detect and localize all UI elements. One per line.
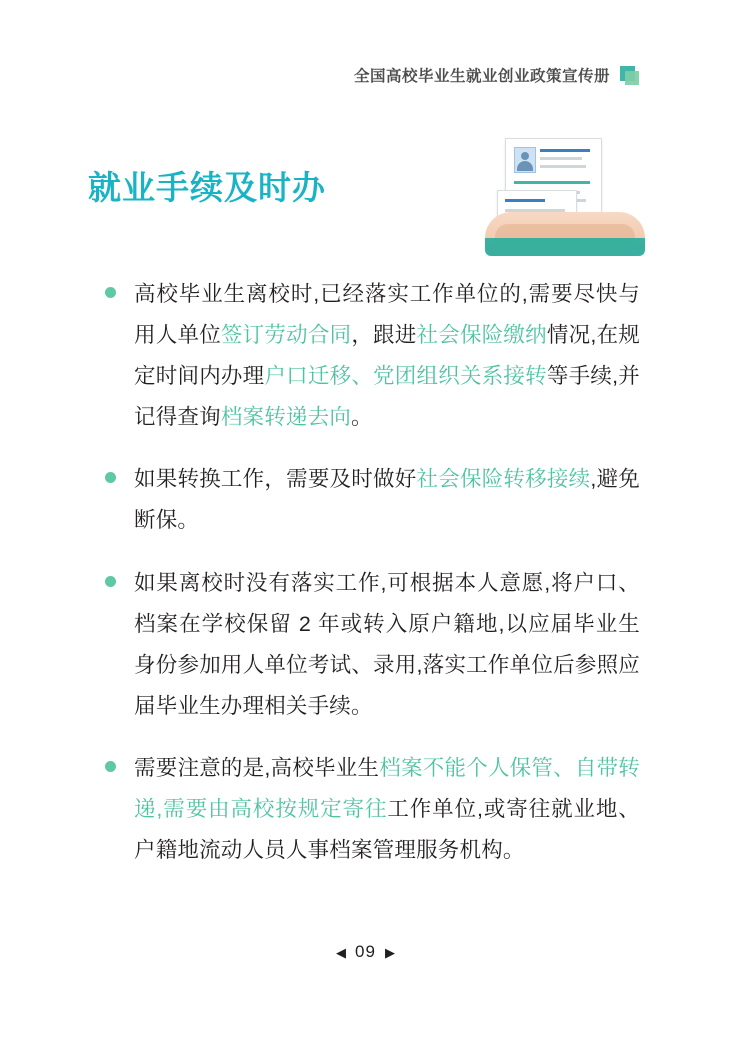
plain-text: 工作单位,或寄往就业地、户籍地流动人员人事档案管理服务机构。 <box>134 797 641 862</box>
plain-text: 等手续,并记得查询 <box>134 363 640 429</box>
header-title: 全国高校毕业生就业创业政策宣传册 <box>353 68 610 85</box>
page-number: 09 <box>355 942 376 961</box>
plain-text: ，跟进 <box>351 322 417 347</box>
bullet-dot-icon <box>105 472 116 483</box>
highlighted-text: 档案不能个人保管、自带转递,需要由高校按规定寄往 <box>134 756 640 821</box>
highlighted-text: 签订劳动合同 <box>220 322 352 347</box>
plain-text: 情况,在规定时间内办理 <box>134 322 640 388</box>
resume-documents-in-hands-illustration <box>485 138 645 256</box>
id-photo-icon <box>514 147 536 173</box>
page-title: 就业手续及时办 <box>88 169 326 207</box>
square-logo-icon <box>620 66 639 85</box>
teal-band-icon <box>485 238 645 256</box>
plain-text: ,避免断保。 <box>134 467 640 532</box>
list-item <box>100 563 640 727</box>
plain-text: 。 <box>351 404 373 429</box>
highlighted-text: 社会保险缴纳 <box>416 322 547 347</box>
highlighted-text: 社会保险转移接续 <box>416 467 591 491</box>
bullet-text <box>134 459 640 541</box>
bullet-text <box>134 563 640 727</box>
bullet-dot-icon <box>105 576 116 587</box>
content-list <box>100 252 640 893</box>
list-item <box>100 459 640 541</box>
bullet-dot-icon <box>105 287 116 298</box>
prev-page-arrow-icon[interactable]: ◀ <box>336 944 347 960</box>
page-footer <box>0 942 731 962</box>
plain-text: ,已经落实工作单位的,需要尽快与用人单位 <box>134 281 640 347</box>
plain-text: 高校毕业生离校时 <box>134 281 314 306</box>
highlighted-text: 档案转递去向 <box>220 404 352 429</box>
list-item <box>100 748 640 871</box>
plain-text: 如果离校时没有落实工作,可根据本人意愿,将户口、档案在学校保留 2 年或转入原户籍地,以应届毕业生身份参加用人单位考试、录用,落实工作单位后参照应届毕业生办理相关手续。 <box>134 570 640 718</box>
plain-text: 需要注意的是,高校毕业生 <box>134 756 380 780</box>
bullet-text <box>134 274 640 438</box>
bullet-dot-icon <box>105 761 116 772</box>
list-item <box>100 274 640 438</box>
bullet-text <box>134 748 640 871</box>
page-header <box>354 64 639 86</box>
highlighted-text: 户口迁移、党团组织关系接转 <box>264 363 547 388</box>
plain-text: 如果转换工作，需要及时做好 <box>134 467 417 491</box>
next-page-arrow-icon[interactable]: ▶ <box>384 944 395 960</box>
